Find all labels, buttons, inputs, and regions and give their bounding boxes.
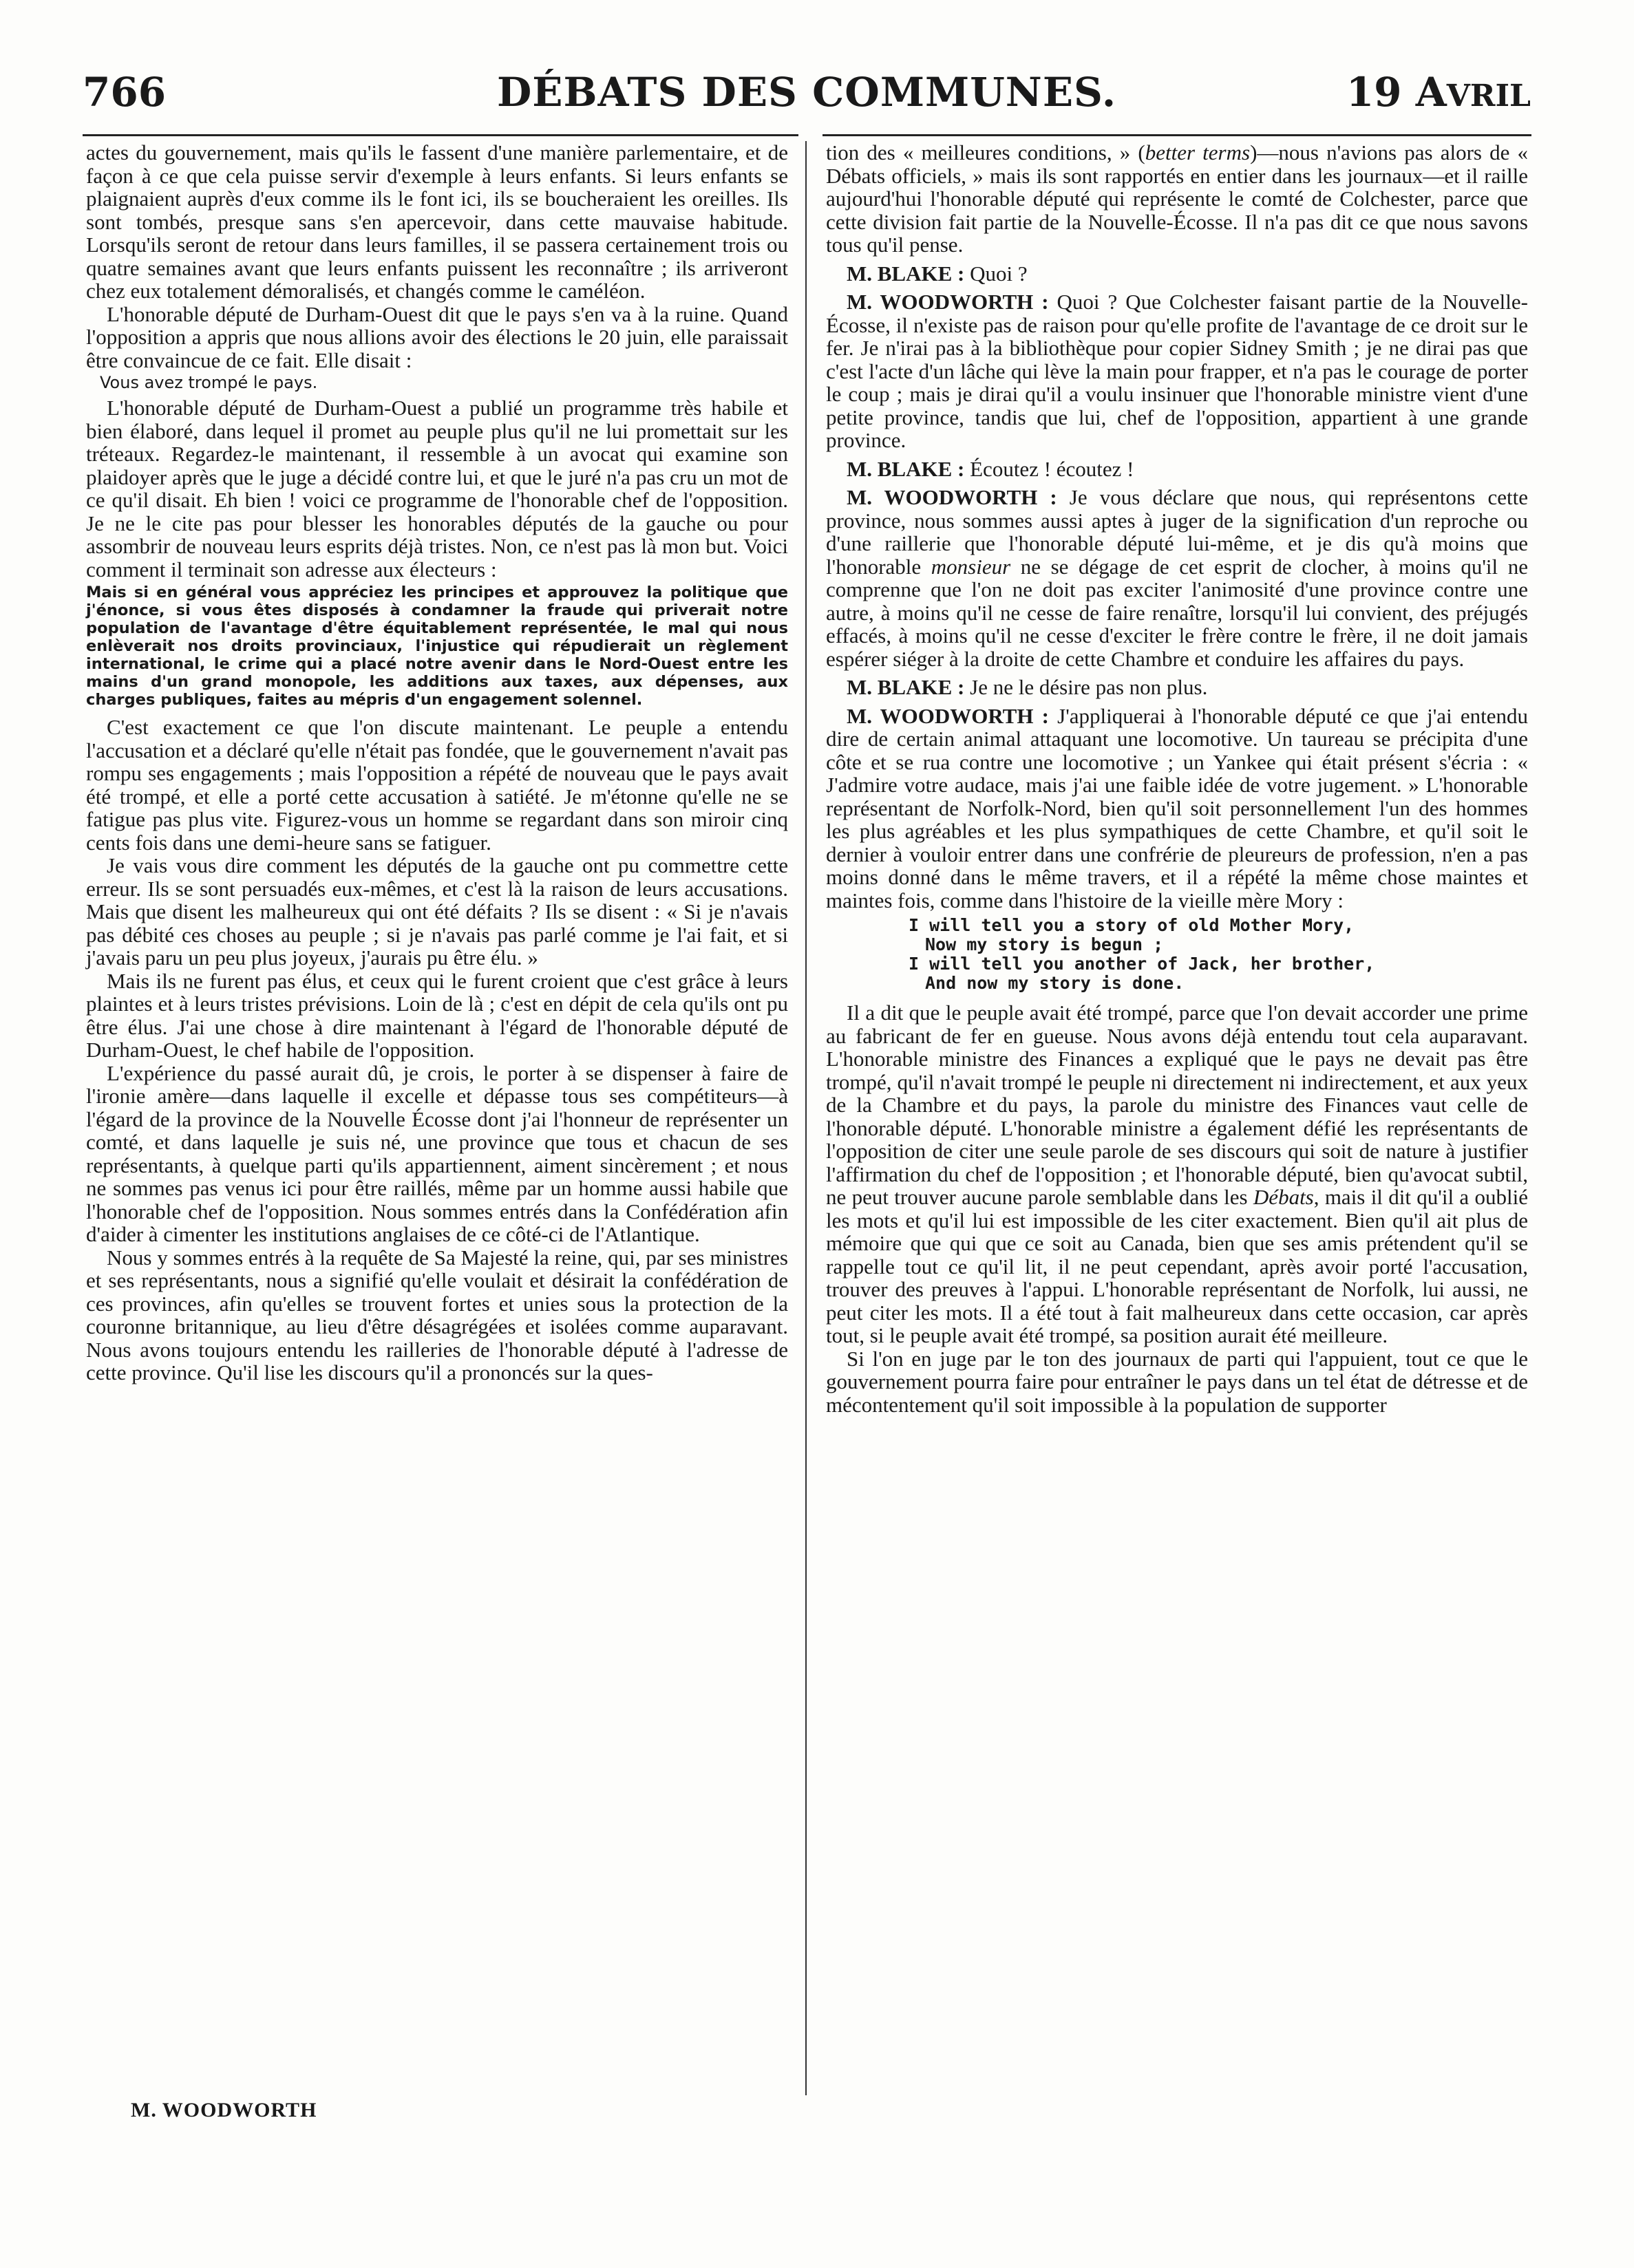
speech-text: Écoutez ! écoutez ! xyxy=(964,456,1134,481)
page-date xyxy=(1346,69,1531,116)
date-month-initial: A xyxy=(1415,69,1447,116)
paragraph: L'honorable député de Durham-Ouest a publié un programme très habile et bien élaboré, dans lequel il promet au peuple plus qu'il ne lui promettait sur les tréteaux. Regardez-le maintenant, il ressemble à un avocat qui examine son plaidoyer après que le juge a décidé contre lui, et que le juré n'a pas cru un mot de ce qu'il disait. Eh bien ! voici ce programme de l'honorable chef de l'opposition. Je ne le cite pas pour blesser les honorables députés de la gauche ou pour assombrir de nouveau leurs esprits déjà tristes. Non, ce n'est pas là mon but. Voici comment il terminait son adresse aux électeurs : xyxy=(86,396,788,581)
footer-speaker-name: M. WOODWORTH xyxy=(131,2099,317,2121)
paragraph xyxy=(826,141,1528,257)
italic-run: monsieur xyxy=(931,554,1011,579)
paragraph: actes du gouvernement, mais qu'ils le fassent d'une manière parlementaire, et de façon à ce que cela puisse servir d'exemple à leurs enfants. Si leurs enfants se plaignaient auprès d'eux comme ils le font ici, ils se boucheraient les oreilles. Ils sont tombés, presque sans s'en apercevoir, dans cette mauvaise habitude. Lorsqu'ils seront de retour dans leurs familles, il se passera certainement trois ou quatre semaines avant que leurs enfants puissent les reconnaître ; ils arriveront chez eux totalement démoralisés, et changés comme le caméléon. xyxy=(86,140,788,303)
paragraph: Nous y sommes entrés à la requête de Sa Majesté la reine, qui, par ses ministres et ses représentants, nous a signifié qu'elle voulait et désirait la confédération de ces provinces, afin qu'elles se trouvent fortes et unies sous la protection de la couronne britannique, au lieu d'être désagrégées et isolées comme auparavant. Nous avons toujours entendu les railleries de l'honorable député à l'adresse de cette province. Qu'il lise les discours qu'il a prononcés sur la ques- xyxy=(86,1245,788,1384)
text-run: tion des « meilleures conditions, » ( xyxy=(826,140,1145,164)
text-run: Il a dit que le peuple avait été trompé, parce que l'on devait accorder une prime au fabricant de fer en gueuse. Nous avons déjà entendu tout cela auparavant. L'honorable ministre des Finances a expliqué que le pays ne devait pas être trompé, qu'il n'avait trompé le peuple ni directement ni indirectement, et aux yeux de la Chambre et du pays, la parole du ministre des Finances vaut celle de l'honorable député. L'honorable ministre a également défié les représentants de l'opposition de citer une seule parole de ses discours qui soit de nature à justifier l'affirmation du chef de l'opposition ; et l'honorable député, bien qu'avocat subtil, ne peut trouver aucune parole semblable dans les xyxy=(826,1001,1528,1209)
quotation-block: Mais si en général vous appréciez les principes et approuvez la politique que j'énonce, si vous êtes disposés à condamner la fraude qui priverait notre population de l'avantage d'être équitablement représentée, le mal qui nous enlèverait nos droits provinciaux, l'injustice qui répudierait un règlement international, le crime qui a placé notre avenir dans le Nord-Ouest entre les mains d'un grand monopole, les additions aux taxes, aux dépenses, aux charges publiques, faites au mépris d'un engagement solennel. xyxy=(86,584,788,709)
verse-line: And now my story is done. xyxy=(925,973,1185,993)
speech xyxy=(826,262,1528,286)
header-rule-left xyxy=(83,134,798,136)
paragraph: L'expérience du passé aurait dû, je crois, le porter à se dispenser à faire de l'ironie amère—dans laquelle il excelle et dépasse tous ses compétiteurs—à l'égard de la province de la Nouvelle Écosse dont j'ai l'honneur de représenter un comté, et dans laquelle je suis né, une province que tous et chacun de ses représentants, à quelque parti qu'ils appartiennent, aiment sincèrement ; et nous ne sommes pas venus ici pour être raillés, même par un homme aussi habile que l'honorable chef de l'opposition. Nous sommes entrés dans la Confédération afin d'aider à cimenter les institutions anglaises de ce côté-ci de l'Atlantique. xyxy=(86,1060,788,1246)
paragraph: Si l'on en juge par le ton des journaux de parti qui l'appuient, tout ce que le gouvernement pourra faire pour entraîner le pays dans un tel état de détresse et de mécontentement qu'il soit impossible à la population de supporter xyxy=(826,1346,1528,1417)
text-run: )—nous n'avions pas alors de « Débats officiels, » mais ils sont rapportés en entier dans les journaux—et il raille aujourd'hui l'honorable député qui représente le comté de Colchester, parce que cette division fait partie de la Nouvelle-Écosse. Il n'a pas dit ce que nous savons tous qu'il pense. xyxy=(826,140,1528,257)
paragraph: Mais ils ne furent pas élus, et ceux qui le furent croient que c'est grâce à leurs plaintes et à leurs tristes prévisions. Loin de là ; c'est en dépit de cela qu'ils ont pu être élus. J'ai une chose à dire maintenant à l'égard de l'honorable député de Durham-Ouest, le chef habile de l'opposition. xyxy=(86,968,788,1062)
paragraph: Je vais vous dire comment les députés de la gauche ont pu commettre cette erreur. Ils se sont persuadés eux-mêmes, et c'est là la raison de leurs accusations. Mais que disent les malheureux qui ont été défaits ? Ils se disent : « Si je n'avais pas débité ces choses au peuple ; si je n'avais pas parlé comme je l'ai fait, et si j'avais paru un peu plus joyeux, j'aurais pu être élu. » xyxy=(86,853,788,970)
column-divider xyxy=(805,141,807,2095)
date-month-rest: VRIL xyxy=(1446,78,1531,114)
speech xyxy=(826,486,1528,670)
italic-run: Débats xyxy=(1253,1185,1314,1209)
date-day: 19 xyxy=(1346,69,1402,116)
speech-text: Quoi ? Que Colchester faisant partie de la Nouvelle-Écosse, il n'existe pas de raison pour qu'elle profite de l'avantage de ce droit sur le fer. Je n'irai pas à la bibliothèque pour copier Sidney Smith ; je ne dirai pas que c'est l'acte d'un lâche qui lève la main pour frapper, et n'a pas le courage de porter le coup ; mais je dirai qu'il a voulu insinuer que l'honorable ministre vient d'une petite province, tandis que lui, chef de l'opposition, appartient à une grande province. xyxy=(826,290,1528,452)
speech xyxy=(826,458,1528,481)
speech-text: Je vous déclare que nous, qui représentons cette province, nous sommes aussi aptes à juger de la signification d'un reproche ou d'une raillerie que l'honorable député lui-même, et je dis qu'à moins que l'honorable xyxy=(826,485,1528,579)
verse-line: I will tell you another of Jack, her brother, xyxy=(909,954,1375,974)
speaker-name: M. BLAKE : xyxy=(847,456,965,481)
paragraph xyxy=(826,1001,1528,1347)
speaker-name: M. WOODWORTH : xyxy=(847,703,1049,728)
speaker-name: M. BLAKE : xyxy=(847,675,965,699)
speaker-name: M. BLAKE : xyxy=(847,261,965,286)
header-rule-right xyxy=(823,134,1531,136)
paragraph: C'est exactement ce que l'on discute maintenant. Le peuple a entendu l'accusation et a déclaré qu'elle n'était pas fondée, que le gouvernement n'avait pas rompu ses engagements ; mais l'opposition a répété de nouveau que le pays avait été trompé, et elle a porté cette accusation à satiété. Je m'étonne qu'elle ne se fatigue pas plus vite. Figurez-vous un homme se regardant dans son miroir cinq cents fois dans une demi-heure sans se fatiguer. xyxy=(86,715,788,855)
running-title: DÉBATS DES COMMUNES. xyxy=(496,69,1117,116)
page-number: 766 xyxy=(83,69,167,116)
speech xyxy=(826,290,1528,452)
quotation: Vous avez trompé le pays. xyxy=(100,373,318,392)
speech-text: ne se dégage de cet esprit de clocher, à moins qu'il ne comprenne que l'on ne doit pas exciter l'animosité d'une province contre une autre, à moins qu'il ne cesse de faire renaître, lorsqu'il lui convient, des préjugés effacés, à moins qu'il ne cesse d'exciter le frère contre le frère, il ne doit jamais espérer siéger à la droite de cette Chambre et conduire les affaires du pays. xyxy=(826,554,1528,671)
italic-run: better terms xyxy=(1145,140,1251,164)
speech xyxy=(826,676,1528,699)
speech-text: J'appliquerai à l'honorable député ce que j'ai entendu dire de certain animal attaquant une locomotive. Un taureau se précipita d'une côte et se rua contre une locomotive ; un Yankee qui était présent s'écria : « J'admire votre audace, mais j'ai une faible idée de votre jugement. » L'honorable représentant de Norfolk-Nord, bien qu'il soit personnellement l'un des hommes les plus agréables et les plus sympathiques de cette Chambre, et qu'il soit le dernier à vouloir entrer dans une confrérie de pleureurs de profession, n'en a pas moins donné dans le même travers, et il a répété la même chose maintes et maintes fois, comme dans l'histoire de la vieille mère Mory : xyxy=(826,703,1528,912)
speaker-name: M. WOODWORTH : xyxy=(847,290,1049,314)
right-column xyxy=(826,141,1528,1416)
page-header xyxy=(83,69,1531,117)
verse-quotation xyxy=(909,916,1528,993)
speech-text: Quoi ? xyxy=(964,261,1028,286)
speaker-name: M. WOODWORTH : xyxy=(847,485,1057,509)
speech-text: Je ne le désire pas non plus. xyxy=(964,675,1208,699)
verse-line: I will tell you a story of old Mother Mory, xyxy=(909,915,1355,935)
speech xyxy=(826,705,1528,912)
text-run: , mais il dit qu'il a oublié les mots et qu'il lui est impossible de les citer exactement. Bien qu'il ait plus de mémoire que qui que ce soit au Canada, bien que ses amis prétendent qu'il se rappelle tout ce qu'il lit, il ne peut cependant, après avoir porté l'accusation, trouver des preuves à l'appui. L'honorable représentant de Norfolk, lui aussi, ne peut citer les mots. Il a été tout à fait malheureux dans cette occasion, car après tout, si le peuple avait été trompé, sa position aurait été meilleure. xyxy=(826,1185,1528,1347)
verse-line: Now my story is begun ; xyxy=(925,934,1164,954)
left-column xyxy=(86,141,788,1384)
paragraph: L'honorable député de Durham-Ouest dit que le pays s'en va à la ruine. Quand l'opposition a appris que nous allions avoir des élections le 20 juin, elle paraissait être convaincue de ce fait. Elle disait : xyxy=(86,301,788,372)
